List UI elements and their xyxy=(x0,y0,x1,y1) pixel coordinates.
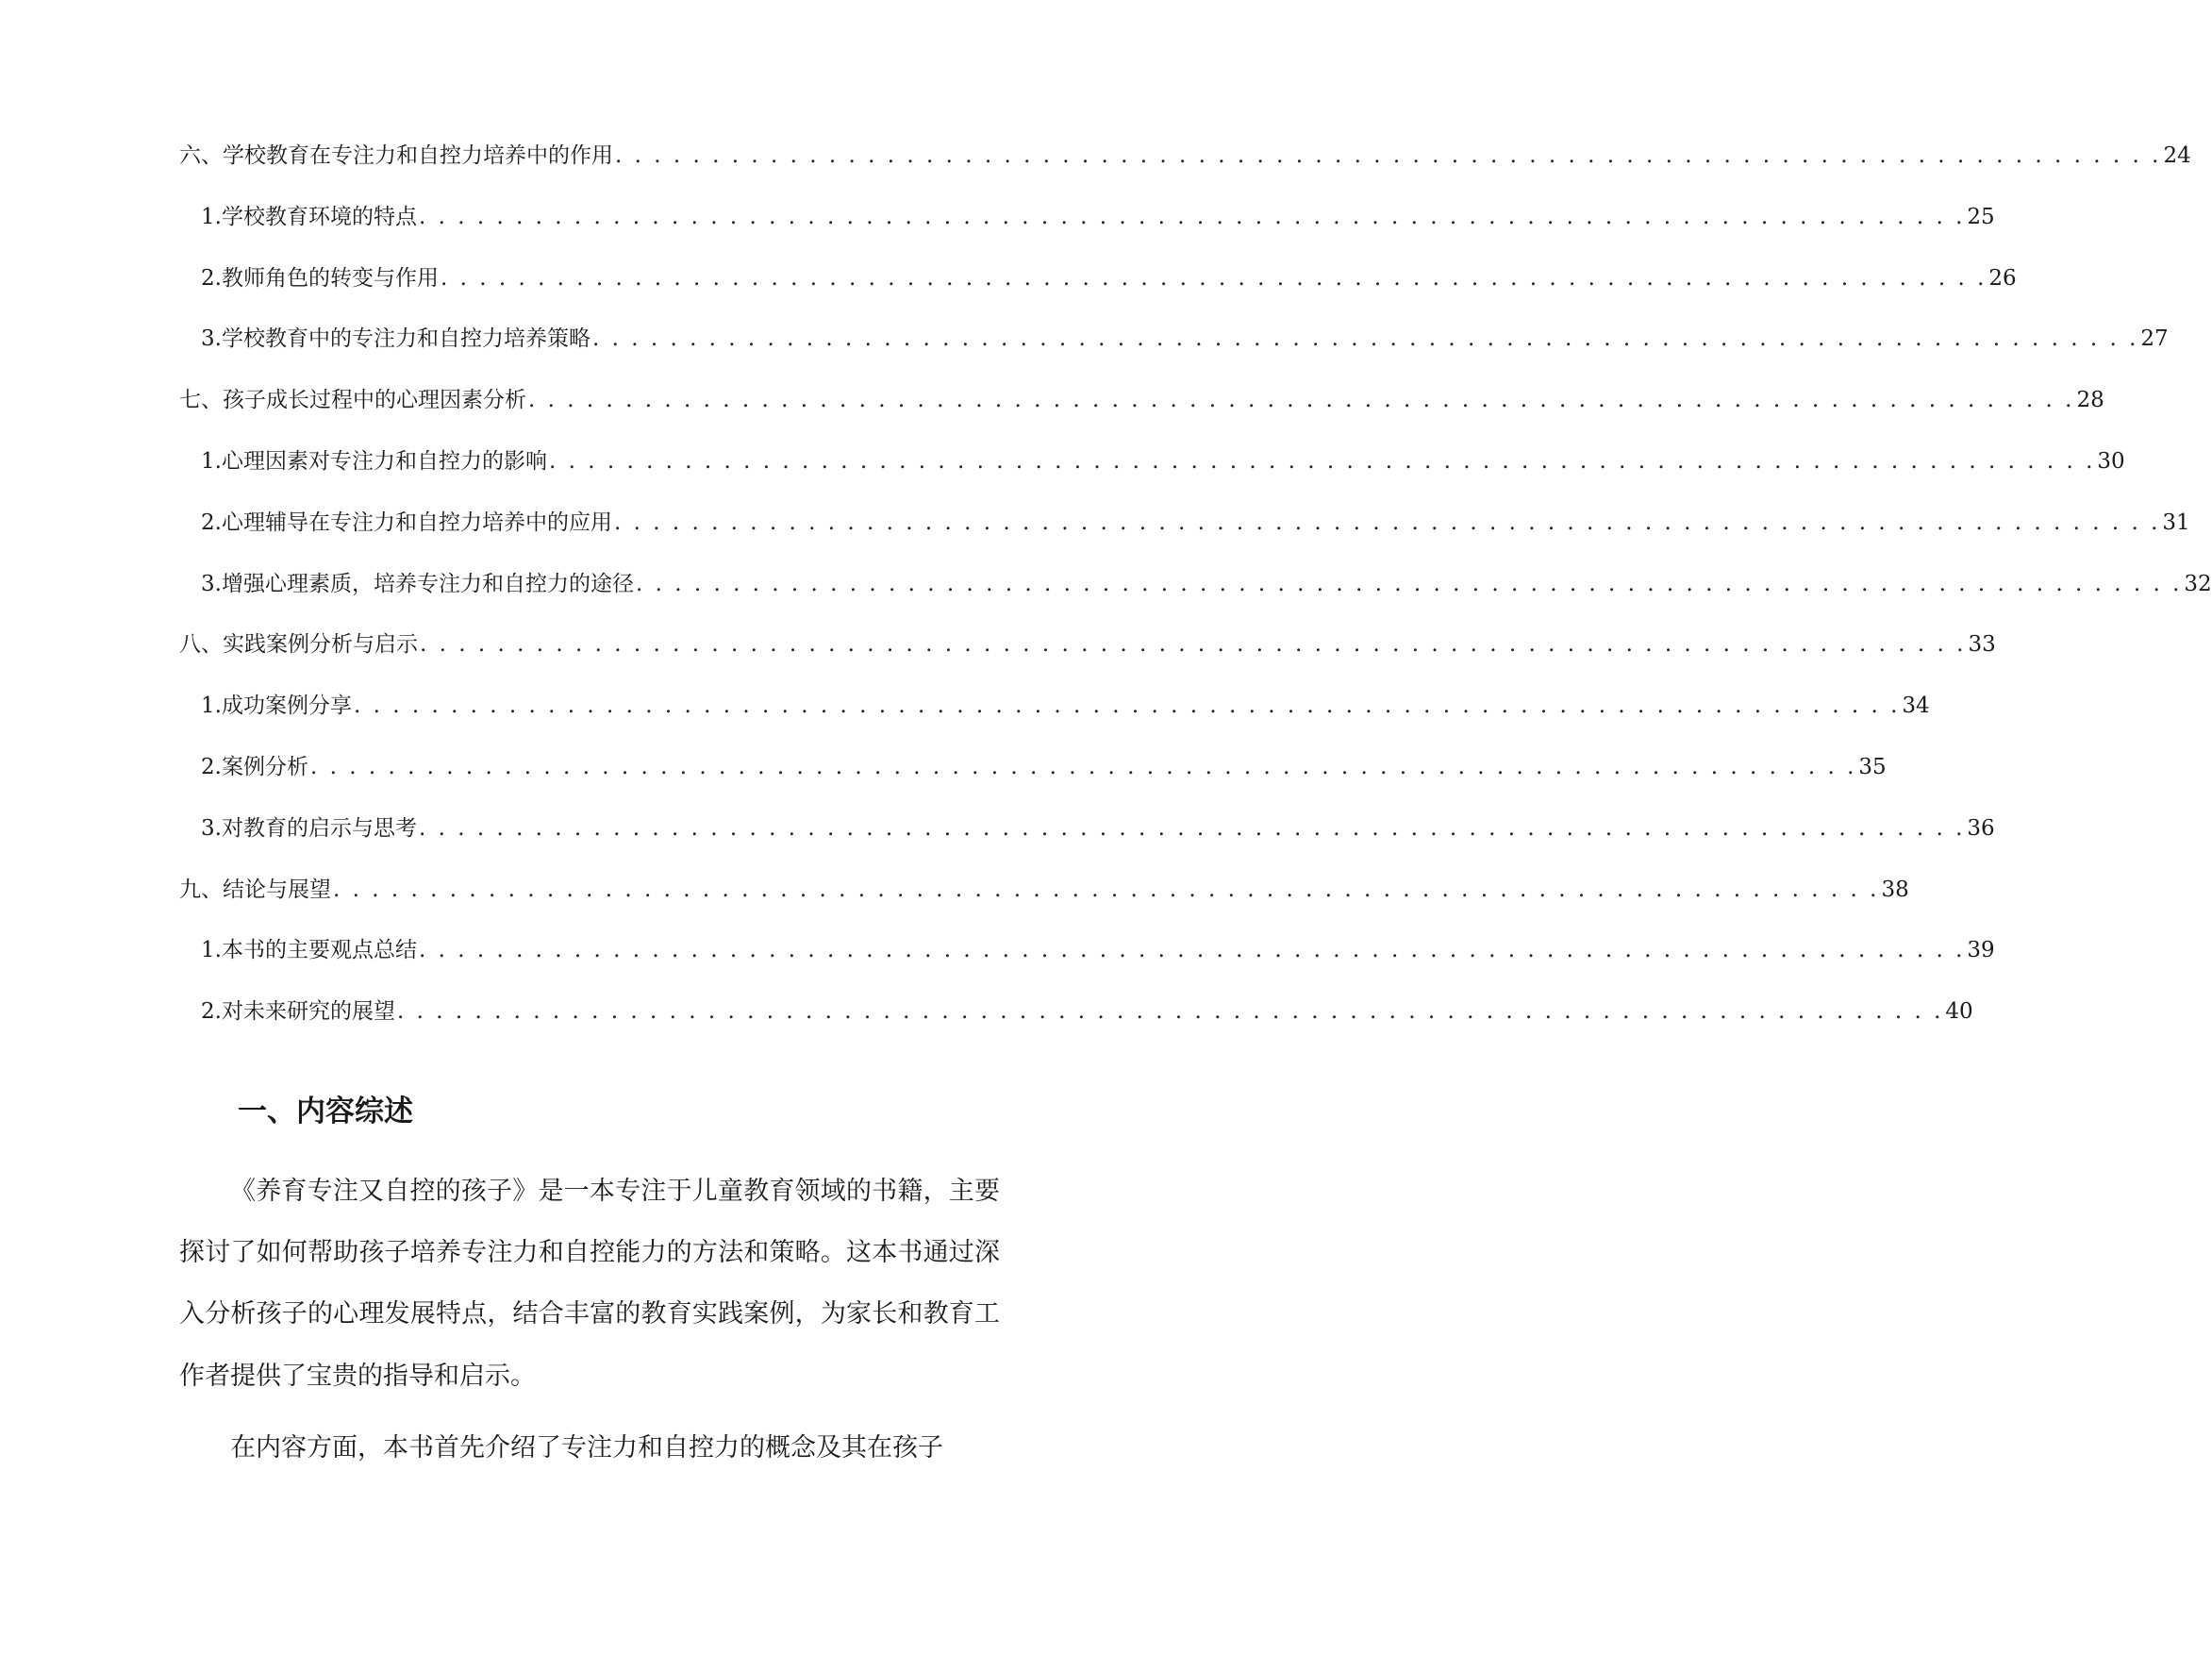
toc-entry-number: 1. xyxy=(201,694,222,719)
body-paragraph: 在内容方面，本书首先介绍了专注力和自控力的概念及其在孩子 xyxy=(230,1432,943,1463)
toc-dot-leader: . . . . . . . . . . . . . . . . . . . . . . . . . . . . . . . . . . . . . . . . . . . . . . . . . . . . . . . . . . . . . . . . . . . . . . . . . . . . . . . . xyxy=(418,938,1966,963)
toc-subentry[interactable] xyxy=(179,993,1973,1054)
toc-entry-number: 2. xyxy=(201,754,222,779)
toc-dot-leader: . . . . . . . . . . . . . . . . . . . . . . . . . . . . . . . . . . . . . . . . . . . . . . . . . . . . . . . . . . . . . . . . . . . . . . . . . . . . . . . . xyxy=(396,999,1944,1025)
toc-subentry[interactable] xyxy=(179,687,1930,748)
toc-entry-label: 八、实践案例分析与启示 xyxy=(179,632,418,658)
toc-entry-label: 增强心理素质，培养专注力和自控力的途径 xyxy=(221,571,634,596)
toc-entry-label: 教师角色的转变与作用 xyxy=(221,265,439,291)
toc-entry-number: 3. xyxy=(201,815,222,841)
toc-subentry[interactable] xyxy=(179,320,2169,381)
toc-entry[interactable] xyxy=(179,626,1996,687)
section-heading: 一、内容综述 xyxy=(238,1095,413,1128)
toc-entry-label: 心理辅导在专注力和自控力培养中的应用 xyxy=(221,510,612,535)
toc-page-number: 35 xyxy=(1858,754,1887,779)
toc-page-number: 40 xyxy=(1945,999,1973,1025)
toc-page-number: 39 xyxy=(1967,938,1995,963)
toc-dot-leader: . . . . . . . . . . . . . . . . . . . . . . . . . . . . . . . . . . . . . . . . . . . . . . . . . . . . . . . . . . . . . . . . . . . . . . . . . . . . . . . . xyxy=(418,204,1966,229)
toc-entry-number: 3. xyxy=(201,571,222,596)
toc-page-number: 24 xyxy=(2163,143,2191,168)
toc-entry-label: 心理因素对专注力和自控力的影响 xyxy=(221,448,547,474)
toc-page-number: 34 xyxy=(1902,694,1930,719)
toc-entry-label: 对教育的启示与思考 xyxy=(221,815,417,841)
section-body xyxy=(179,1161,1000,1479)
toc-dot-leader: . . . . . . . . . . . . . . . . . . . . . . . . . . . . . . . . . . . . . . . . . . . . . . . . . . . . . . . . . . . . . . . . . . . . . . . . . . . . . . . . xyxy=(309,754,1857,779)
toc-dot-leader: . . . . . . . . . . . . . . . . . . . . . . . . . . . . . . . . . . . . . . . . . . . . . . . . . . . . . . . . . . . . . . . . . . . . . . . . . . . . . . . . xyxy=(440,265,1987,291)
toc-subentry[interactable] xyxy=(179,931,1995,993)
toc-dot-leader: . . . . . . . . . . . . . . . . . . . . . . . . . . . . . . . . . . . . . . . . . . . . . . . . . . . . . . . . . . . . . . . . . . . . . . . . . . . . . . . . xyxy=(333,877,1880,902)
toc-dot-leader: . . . . . . . . . . . . . . . . . . . . . . . . . . . . . . . . . . . . . . . . . . . . . . . . . . . . . . . . . . . . . . . . . . . . . . . . . . . . . . . . xyxy=(591,326,2139,352)
toc-entry-number: 1. xyxy=(201,448,222,474)
toc-dot-leader: . . . . . . . . . . . . . . . . . . . . . . . . . . . . . . . . . . . . . . . . . . . . . . . . . . . . . . . . . . . . . . . . . . . . . . . . . . . . . . . . xyxy=(528,388,2075,413)
toc-page-number: 27 xyxy=(2140,326,2169,352)
body-paragraph: 《养育专注又自控的孩子》是一本专注于儿童教育领域的书籍，主要探讨了如何帮助孩子培养专注力和自控能力的方法和策略。这本书通过深入分析孩子的心理发展特点，结合丰富的教育实践案例，为家长和教育工作者提供了宝贵的指导和启示。 xyxy=(179,1177,1000,1391)
toc-entry-number: 1. xyxy=(201,938,222,963)
toc-page-number: 36 xyxy=(1967,815,1995,841)
toc-dot-leader: . . . . . . . . . . . . . . . . . . . . . . . . . . . . . . . . . . . . . . . . . . . . . . . . . . . . . . . . . . . . . . . . . . . . . . . . . . . . . . . . xyxy=(418,815,1966,841)
toc-dot-leader: . . . . . . . . . . . . . . . . . . . . . . . . . . . . . . . . . . . . . . . . . . . . . . . . . . . . . . . . . . . . . . . . . . . . . . . . . . . . . . . . xyxy=(548,448,2096,474)
toc-subentry[interactable] xyxy=(179,198,1995,259)
toc-dot-leader: . . . . . . . . . . . . . . . . . . . . . . . . . . . . . . . . . . . . . . . . . . . . . . . . . . . . . . . . . . . . . . . . . . . . . . . . . . . . . . . . xyxy=(615,143,2162,168)
toc-page-number: 25 xyxy=(1967,204,1995,229)
toc-dot-leader: . . . . . . . . . . . . . . . . . . . . . . . . . . . . . . . . . . . . . . . . . . . . . . . . . . . . . . . . . . . . . . . . . . . . . . . . . . . . . . . . xyxy=(613,510,2161,535)
toc-entry[interactable] xyxy=(179,137,2191,198)
table-of-contents xyxy=(179,137,2212,1054)
toc-subentry[interactable] xyxy=(179,748,1887,810)
toc-dot-leader: . . . . . . . . . . . . . . . . . . . . . . . . . . . . . . . . . . . . . . . . . . . . . . . . . . . . . . . . . . . . . . . . . . . . . . . . . . . . . . . . xyxy=(353,694,1901,719)
toc-subentry[interactable] xyxy=(179,443,2125,504)
toc-page-number: 30 xyxy=(2097,448,2125,474)
toc-entry-number: 2. xyxy=(201,510,222,535)
toc-entry-number: 3. xyxy=(201,326,222,352)
toc-subentry[interactable] xyxy=(179,504,2190,565)
toc-entry-label: 七、孩子成长过程中的心理因素分析 xyxy=(179,388,526,413)
toc-entry-label: 学校教育环境的特点 xyxy=(221,204,417,229)
toc-entry-number: 2. xyxy=(201,265,222,291)
toc-page-number: 31 xyxy=(2162,510,2190,535)
toc-entry-label: 成功案例分享 xyxy=(221,694,352,719)
toc-entry-label: 学校教育中的专注力和自控力培养策略 xyxy=(221,326,590,352)
toc-entry-label: 对未来研究的展望 xyxy=(221,999,395,1025)
toc-page-number: 32 xyxy=(2184,571,2212,596)
toc-entry-number: 1. xyxy=(201,204,222,229)
toc-entry[interactable] xyxy=(179,871,1909,932)
toc-entry-label: 案例分析 xyxy=(221,754,308,779)
toc-entry[interactable] xyxy=(179,381,2104,443)
toc-page-number: 33 xyxy=(1968,632,1996,658)
toc-page-number: 26 xyxy=(1988,265,2017,291)
toc-entry-label: 本书的主要观点总结 xyxy=(221,938,417,963)
toc-dot-leader: . . . . . . . . . . . . . . . . . . . . . . . . . . . . . . . . . . . . . . . . . . . . . . . . . . . . . . . . . . . . . . . . . . . . . . . . . . . . . . . . xyxy=(420,632,1967,658)
toc-subentry[interactable] xyxy=(179,810,1995,871)
toc-entry-label: 九、结论与展望 xyxy=(179,877,331,902)
toc-subentry[interactable] xyxy=(179,565,2212,627)
toc-page-number: 28 xyxy=(2076,388,2104,413)
toc-subentry[interactable] xyxy=(179,259,2017,321)
toc-entry-label: 六、学校教育在专注力和自控力培养中的作用 xyxy=(179,143,613,168)
toc-entry-number: 2. xyxy=(201,999,222,1025)
toc-dot-leader: . . . . . . . . . . . . . . . . . . . . . . . . . . . . . . . . . . . . . . . . . . . . . . . . . . . . . . . . . . . . . . . . . . . . . . . . . . . . . . . . xyxy=(635,571,2183,596)
toc-page-number: 38 xyxy=(1881,877,1909,902)
